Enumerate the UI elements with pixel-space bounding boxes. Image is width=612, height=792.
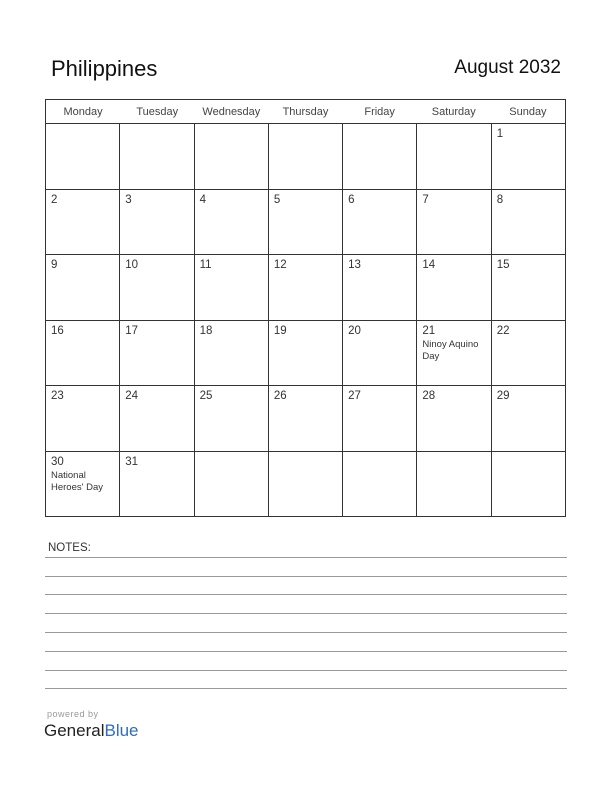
day-cell <box>120 452 194 518</box>
day-cell <box>120 255 194 320</box>
day-cell <box>195 452 269 518</box>
day-number: 12 <box>273 259 287 271</box>
weekday-thursday: Thursday <box>282 106 329 118</box>
day-cell <box>492 321 565 386</box>
day-number: 10 <box>125 259 139 271</box>
weekday-friday: Friday <box>364 106 395 118</box>
weeks-container <box>46 124 565 517</box>
note-line <box>45 632 567 633</box>
day-cell <box>269 255 343 320</box>
day-cell <box>343 124 417 189</box>
week-row <box>46 190 565 256</box>
note-line <box>45 670 567 671</box>
country-title: Philippines <box>51 56 158 81</box>
day-cell <box>343 386 417 451</box>
note-line <box>45 557 567 558</box>
day-number: 27 <box>348 390 361 402</box>
weekday-saturday: Saturday <box>431 106 476 118</box>
day-number: 17 <box>125 324 139 337</box>
day-cell <box>417 452 491 518</box>
weekday-tuesday: Tuesday <box>136 106 179 118</box>
day-number: 1 <box>496 128 504 140</box>
note-line <box>45 688 567 689</box>
day-cell <box>195 124 269 189</box>
holiday-label: Ninoy Aquino Day <box>422 338 479 362</box>
note-line <box>45 576 567 577</box>
day-cell <box>269 190 343 255</box>
day-number: 13 <box>348 259 361 271</box>
weekday-header-row <box>46 100 565 124</box>
day-cell <box>492 386 565 451</box>
day-cell <box>195 386 269 451</box>
day-cell <box>195 190 269 255</box>
day-number: 28 <box>422 390 436 402</box>
day-number: 9 <box>51 259 58 271</box>
day-number: 18 <box>199 324 213 337</box>
day-cell <box>343 321 417 386</box>
day-number: 15 <box>496 259 510 271</box>
day-number: 11 <box>199 259 212 271</box>
day-number: 23 <box>51 390 64 402</box>
day-number: 8 <box>496 193 504 206</box>
day-cell <box>120 321 194 386</box>
day-cell <box>417 124 491 189</box>
day-cell <box>417 190 491 255</box>
day-cell <box>120 190 194 255</box>
day-cell <box>492 255 565 320</box>
day-number: 20 <box>348 324 361 337</box>
day-cell <box>46 124 120 189</box>
month-year-title: August 2032 <box>454 57 561 78</box>
day-number: 16 <box>51 324 64 337</box>
day-number: 7 <box>422 193 429 206</box>
day-number: 6 <box>348 193 355 206</box>
day-number: 25 <box>199 390 213 402</box>
brand-logo <box>44 721 139 741</box>
day-cell <box>46 452 120 518</box>
day-number: 24 <box>125 390 139 402</box>
day-number: 4 <box>199 193 206 206</box>
week-row <box>46 255 565 321</box>
day-cell <box>269 452 343 518</box>
week-row <box>46 321 565 387</box>
day-number: 2 <box>51 193 58 206</box>
weekday-sunday: Sunday <box>509 106 547 118</box>
weekday-wednesday: Wednesday <box>202 106 261 118</box>
powered-by-text: powered by <box>47 709 99 719</box>
day-cell <box>120 386 194 451</box>
note-line <box>45 594 567 595</box>
holiday-label: National Heroes' Day <box>51 469 103 493</box>
day-cell <box>46 386 120 451</box>
day-cell <box>195 321 269 386</box>
day-cell <box>269 321 343 386</box>
brand-general: General <box>44 721 105 740</box>
day-cell <box>343 190 417 255</box>
notes-label: NOTES: <box>48 542 91 554</box>
day-cell <box>269 386 343 451</box>
day-number: 29 <box>496 390 510 402</box>
day-cell <box>343 452 417 518</box>
day-number: 5 <box>273 193 281 206</box>
day-cell <box>120 124 194 189</box>
day-number: 26 <box>273 390 287 402</box>
day-number: 31 <box>125 455 139 468</box>
day-cell <box>269 124 343 189</box>
day-cell <box>417 255 491 320</box>
day-number: 3 <box>125 193 132 206</box>
week-row <box>46 452 565 518</box>
day-number: 19 <box>273 324 287 337</box>
weekday-monday: Monday <box>63 106 103 118</box>
day-cell <box>492 452 565 518</box>
day-cell <box>343 255 417 320</box>
week-row <box>46 124 565 190</box>
day-cell <box>195 255 269 320</box>
day-number: 30 <box>51 455 64 468</box>
day-number: 14 <box>422 259 436 271</box>
day-cell <box>417 386 491 451</box>
day-cell <box>46 190 120 255</box>
day-cell <box>417 321 491 386</box>
day-cell <box>492 190 565 255</box>
brand-blue: Blue <box>104 721 139 740</box>
week-row <box>46 386 565 452</box>
day-number: 21 <box>422 324 436 337</box>
day-cell <box>46 255 120 320</box>
day-cell <box>46 321 120 386</box>
note-line <box>45 651 567 652</box>
day-number: 22 <box>496 324 510 337</box>
note-line <box>45 613 567 614</box>
day-cell <box>492 124 565 189</box>
calendar-grid <box>45 99 566 517</box>
